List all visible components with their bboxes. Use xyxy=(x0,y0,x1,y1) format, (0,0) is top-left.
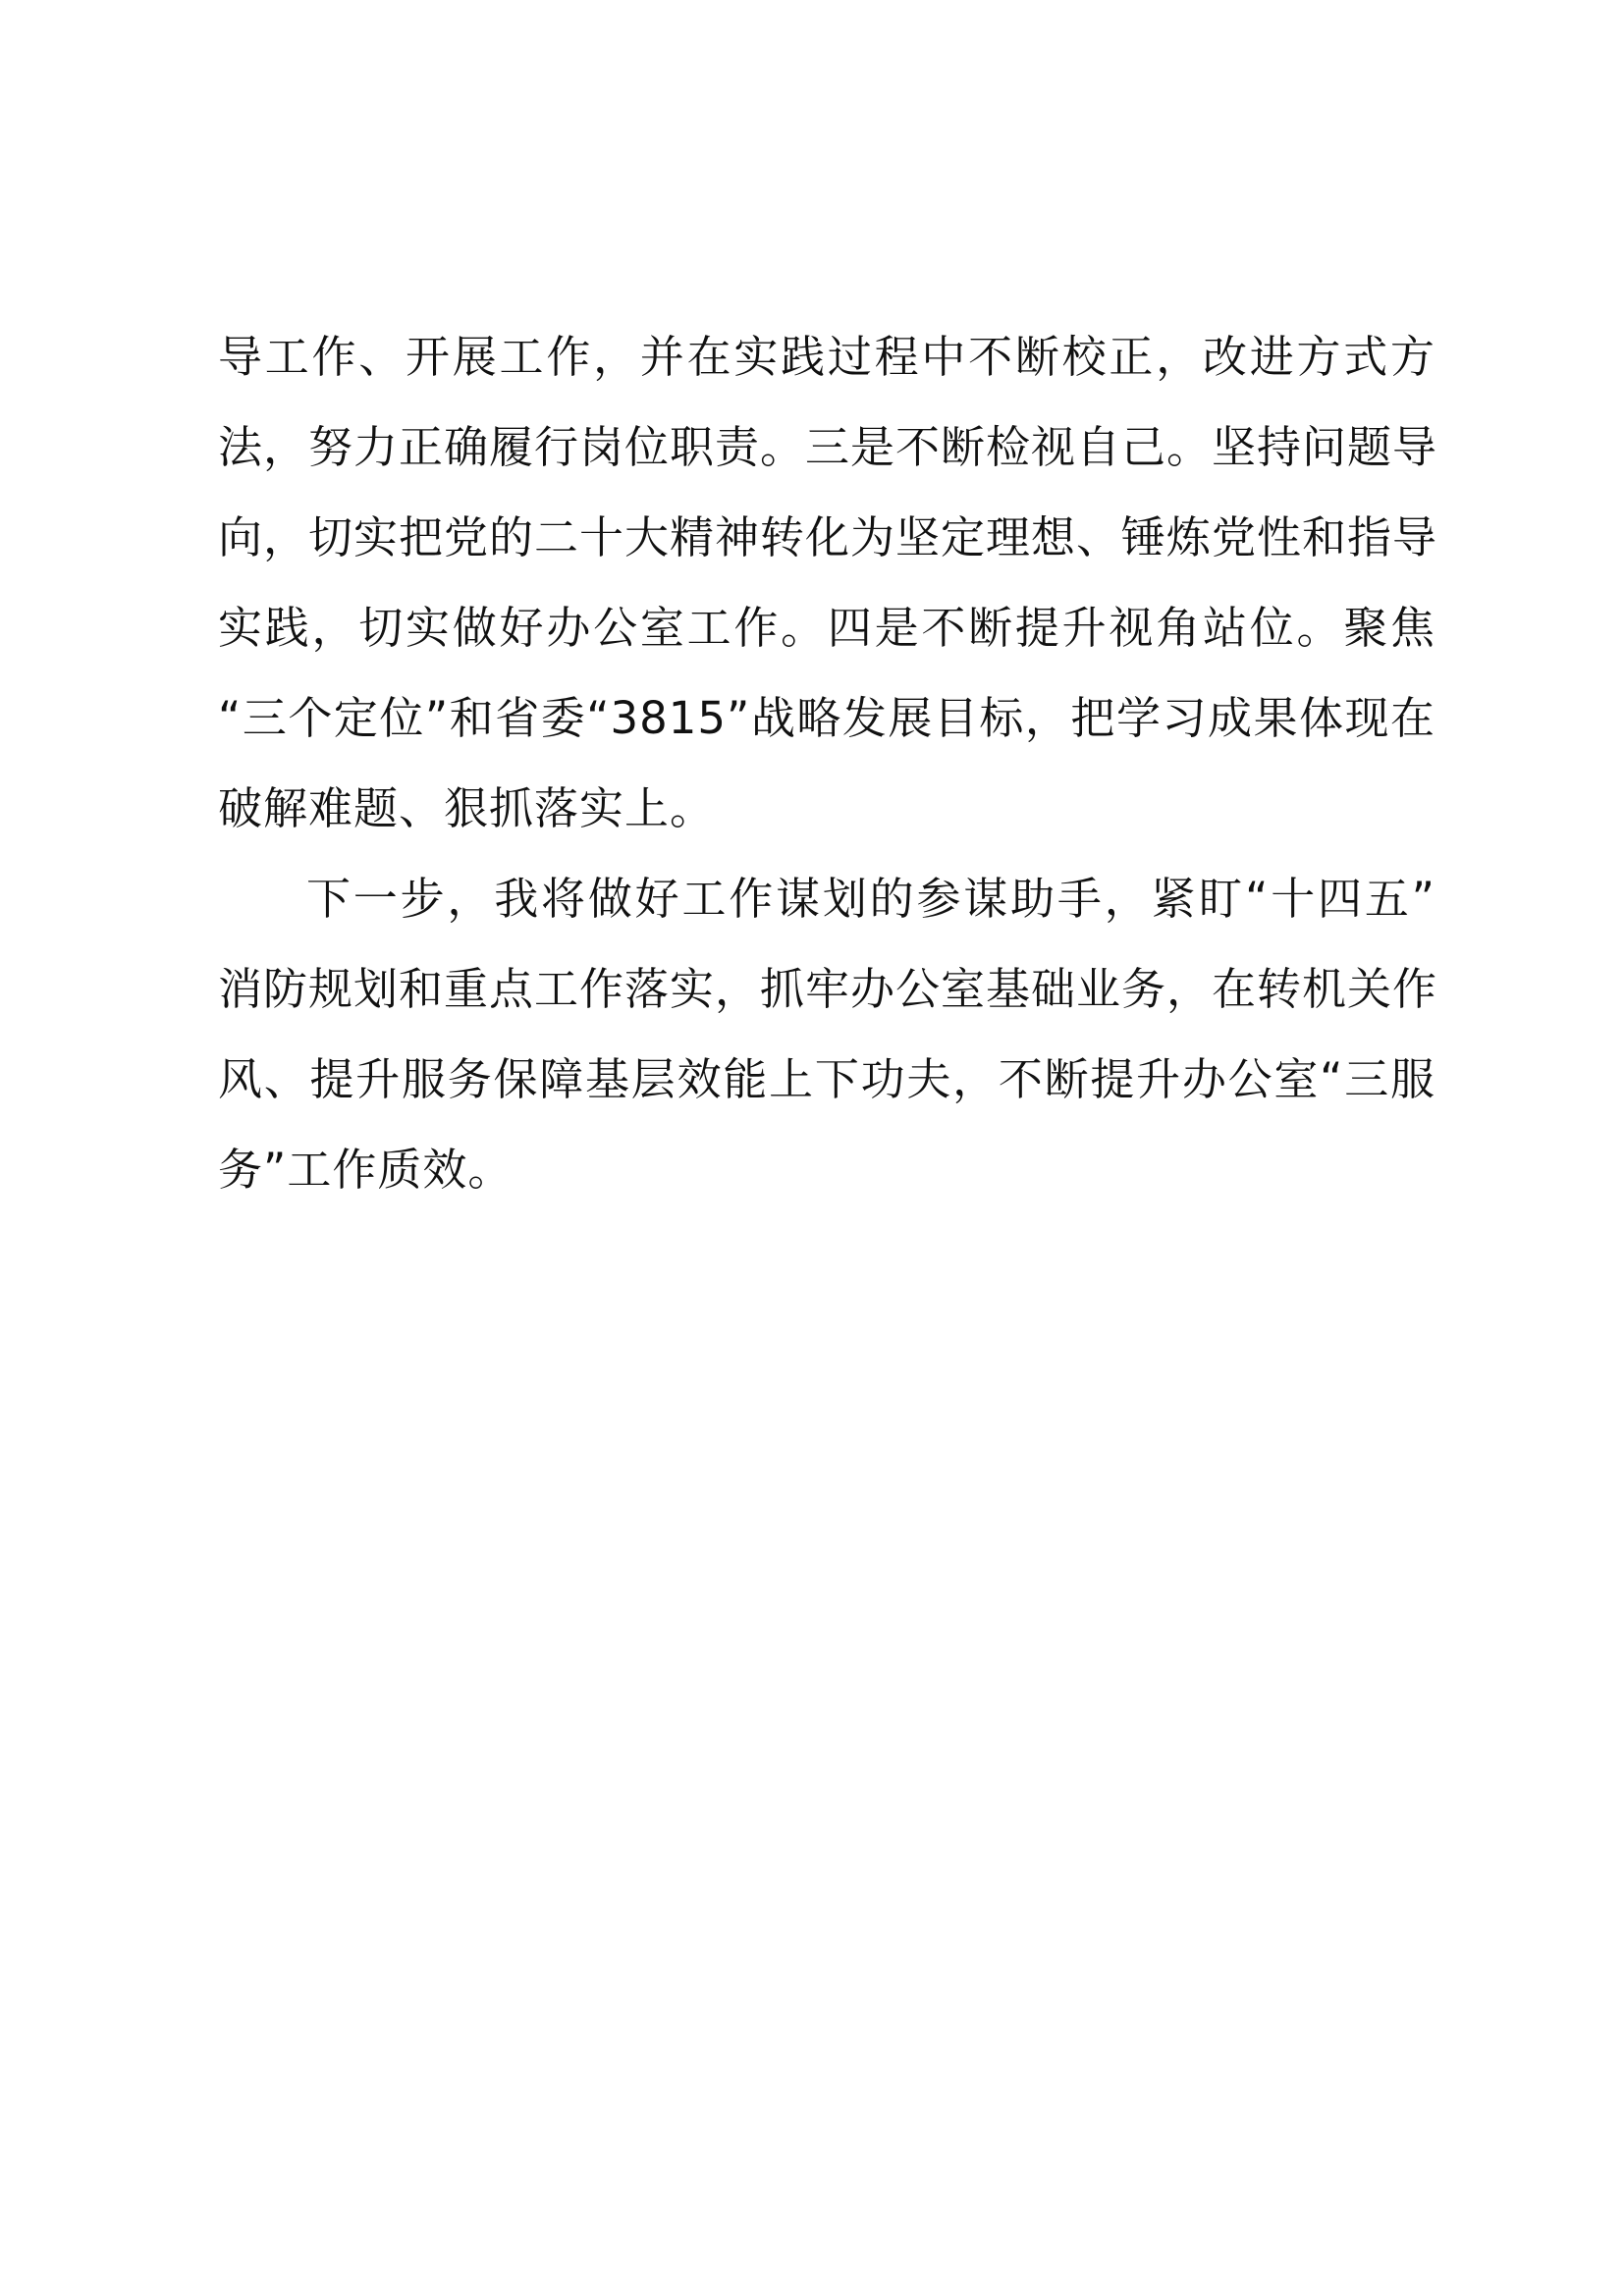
paragraph-1 xyxy=(218,312,1438,854)
text-line: 导工作、开展工作，并在实践过程中不断校正，改进方式方 xyxy=(218,331,1435,383)
text-line: 破解难题、狠抓落实上。 xyxy=(218,782,716,834)
text-line: 下一步，我将做好工作谋划的参谋助手，紧盯“十四五” xyxy=(306,873,1435,925)
text-line: 风、提升服务保障基层效能上下功夫，不断提升办公室“三服 xyxy=(218,1053,1435,1105)
body-text xyxy=(218,312,1438,1215)
text-line: 消防规划和重点工作落实，抓牢办公室基础业务，在转机关作 xyxy=(218,963,1438,1015)
text-line: 务”工作质效。 xyxy=(218,1144,514,1196)
paragraph-2 xyxy=(218,854,1438,1215)
text-line: 法，努力正确履行岗位职责。三是不断检视自己。坚持问题导 xyxy=(218,421,1438,473)
text-line: 向，切实把党的二十大精神转化为坚定理想、锤炼党性和指导 xyxy=(218,511,1438,563)
text-line: 实践，切实做好办公室工作。四是不断提升视角站位。聚焦 xyxy=(218,602,1435,654)
text-line: “三个定位”和省委“3815”战略发展目标，把学习成果体现在 xyxy=(218,692,1435,744)
